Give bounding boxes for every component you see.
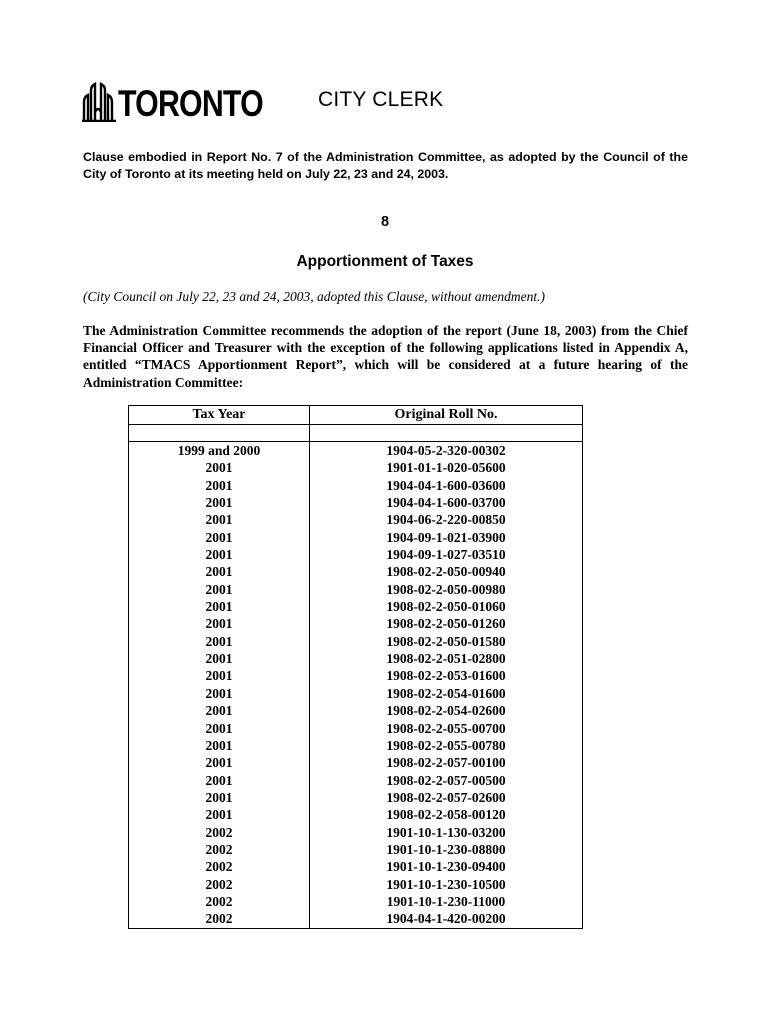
recommendation-paragraph: The Administration Committee recommends the adoption of the report (June 18, 2003) from the Chief Financial Officer and Treasurer with the exception of the following applications listed in Appendix A, entitled “TMACS Apportionment Report”, which will be considered at a future hearing of the Administration Committee: [83,323,688,390]
tax-year-cell: 2002 [129,841,310,858]
table-row [129,893,583,910]
roll-number-cell: 1908-02-2-053-01600 [310,667,583,684]
table-row [129,546,583,563]
clause-statement: Clause embodied in Report No. 7 of the Administration Committee, as adopted by the Council of the City of Toronto at its meeting held on July 22, 23 and 24, 2003. [83,150,688,181]
roll-number-cell: 1901-10-1-130-03200 [310,824,583,841]
roll-number-cell: 1901-01-1-020-05600 [310,459,583,476]
table-row [129,876,583,893]
roll-number-cell: 1908-02-2-054-01600 [310,685,583,702]
roll-number-cell: 1908-02-2-051-02800 [310,650,583,667]
roll-number-cell: 1908-02-2-050-00940 [310,563,583,580]
tax-year-cell: 2002 [129,858,310,875]
tax-year-cell: 2001 [129,529,310,546]
table-row [129,615,583,632]
roll-number-cell: 1908-02-2-057-02600 [310,789,583,806]
item-number: 8 [380,214,390,230]
tax-year-cell: 2001 [129,702,310,719]
table-row [129,529,583,546]
table-row [129,858,583,875]
roll-number-cell: 1908-02-2-055-00780 [310,737,583,754]
roll-number-cell: 1908-02-2-057-00500 [310,772,583,789]
tax-year-cell: 2001 [129,633,310,650]
table-header-row [129,406,583,425]
table-row [129,477,583,494]
table-spacer-row [129,425,583,442]
table-row [129,633,583,650]
roll-number-cell: 1908-02-2-055-00700 [310,720,583,737]
table-row [129,511,583,528]
roll-number-cell: 1901-10-1-230-09400 [310,858,583,875]
tax-year-cell: 2001 [129,772,310,789]
tax-year-cell: 2001 [129,685,310,702]
column-header-roll-no: Original Roll No. [310,406,583,425]
table-row [129,910,583,928]
table-row [129,650,583,667]
tax-year-cell: 2001 [129,789,310,806]
table-row [129,702,583,719]
tax-year-cell: 2001 [129,754,310,771]
tax-year-cell: 2001 [129,494,310,511]
table-row [129,754,583,771]
table-row [129,494,583,511]
page-header [82,74,692,124]
table-row [129,806,583,823]
apportionment-table [128,405,583,929]
tax-year-cell: 2001 [129,546,310,563]
table-row [129,720,583,737]
roll-number-cell: 1904-04-1-600-03600 [310,477,583,494]
roll-number-cell: 1908-02-2-050-01060 [310,598,583,615]
column-header-tax-year: Tax Year [129,406,310,425]
table-row [129,685,583,702]
roll-number-cell: 1904-04-1-600-03700 [310,494,583,511]
department-name: CITY CLERK [318,88,444,111]
table-row [129,841,583,858]
roll-number-cell: 1904-04-1-420-00200 [310,910,583,928]
table-row [129,737,583,754]
tax-year-cell: 2001 [129,477,310,494]
roll-number-cell: 1901-10-1-230-11000 [310,893,583,910]
tax-year-cell: 2001 [129,737,310,754]
table-row [129,772,583,789]
roll-number-cell: 1904-09-1-021-03900 [310,529,583,546]
table-row [129,598,583,615]
roll-number-cell: 1908-02-2-057-00100 [310,754,583,771]
roll-number-cell: 1901-10-1-230-08800 [310,841,583,858]
tax-year-cell: 1999 and 2000 [129,442,310,460]
council-note: (City Council on July 22, 23 and 24, 2003, adopted this Clause, without amendment.) [83,289,545,304]
city-hall-icon [82,82,116,122]
page-title: Apportionment of Taxes [296,253,474,270]
table-row [129,824,583,841]
tax-year-cell: 2001 [129,667,310,684]
toronto-logo [82,74,295,122]
tax-year-cell: 2002 [129,893,310,910]
tax-year-cell: 2002 [129,876,310,893]
tax-year-cell: 2001 [129,459,310,476]
logo-wordmark: TORONTO [118,83,263,124]
table-row [129,459,583,476]
roll-number-cell: 1904-09-1-027-03510 [310,546,583,563]
roll-number-cell: 1904-05-2-320-00302 [310,442,583,460]
table-row [129,442,583,460]
tax-year-cell: 2002 [129,910,310,928]
tax-year-cell: 2001 [129,650,310,667]
table-row [129,563,583,580]
roll-number-cell: 1908-02-2-050-00980 [310,581,583,598]
roll-number-cell: 1908-02-2-050-01580 [310,633,583,650]
tax-year-cell: 2001 [129,720,310,737]
table-row [129,581,583,598]
roll-number-cell: 1901-10-1-230-10500 [310,876,583,893]
tax-year-cell: 2001 [129,615,310,632]
tax-year-cell: 2001 [129,511,310,528]
roll-number-cell: 1908-02-2-050-01260 [310,615,583,632]
table-body [129,442,583,929]
table-row [129,667,583,684]
roll-number-cell: 1908-02-2-058-00120 [310,806,583,823]
roll-number-cell: 1908-02-2-054-02600 [310,702,583,719]
tax-year-cell: 2001 [129,563,310,580]
tax-year-cell: 2001 [129,806,310,823]
tax-year-cell: 2002 [129,824,310,841]
table-row [129,789,583,806]
tax-year-cell: 2001 [129,581,310,598]
tax-year-cell: 2001 [129,598,310,615]
roll-number-cell: 1904-06-2-220-00850 [310,511,583,528]
